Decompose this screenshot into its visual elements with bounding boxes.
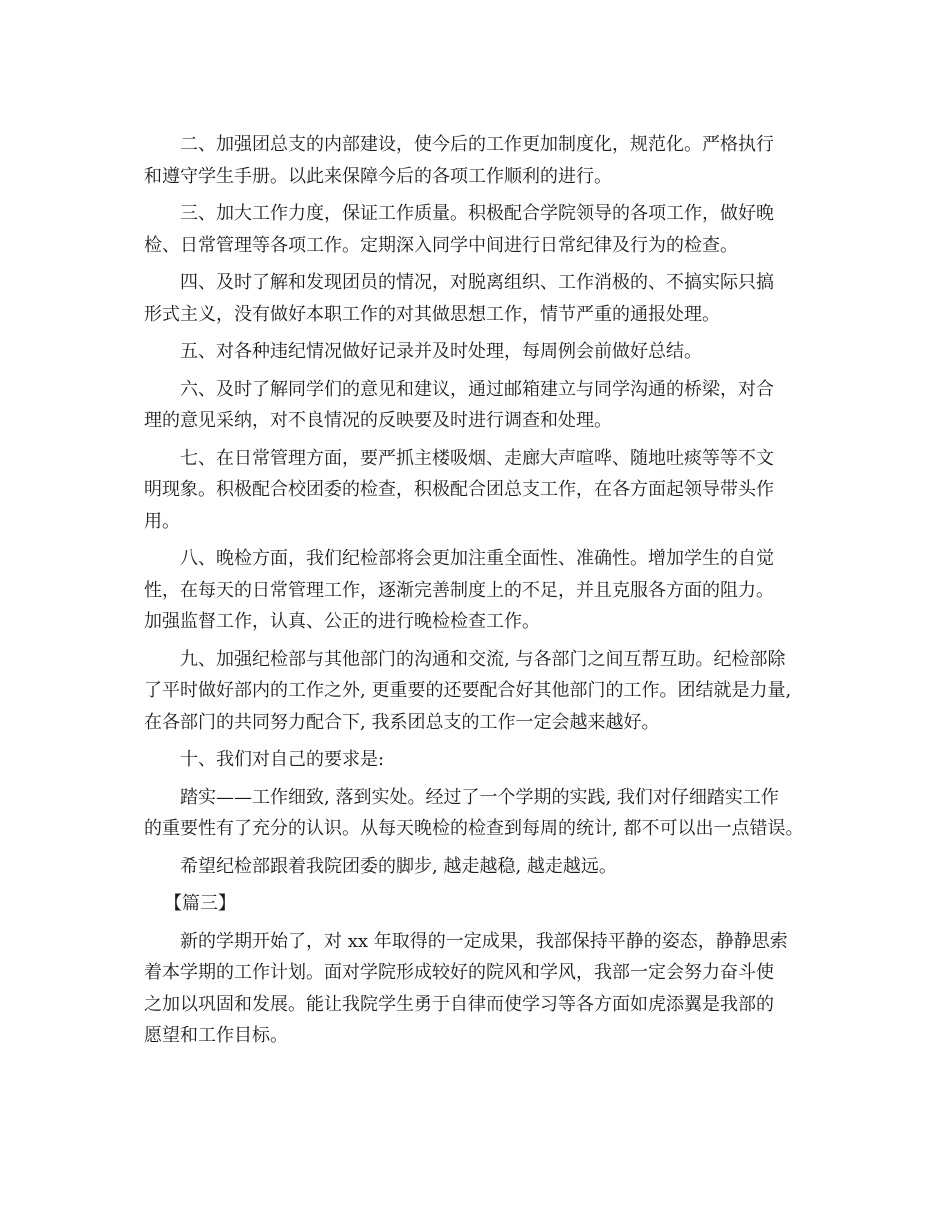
text-line: 四、及时了解和发现团员的情况，对脱离组织、工作消极的、不搞实际只搞	[180, 272, 774, 293]
document-body	[144, 129, 824, 1052]
text-line: 八、晚检方面，我们纪检部将会更加注重全面性、准确性。增加学生的自觉	[180, 548, 774, 569]
text-line: 理的意见采纳，对不良情况的反映要及时进行调查和处理。	[144, 410, 612, 431]
text-line: 检、日常管理等各项工作。定期深入同学中间进行日常纪律及行为的检查。	[144, 234, 738, 256]
text-line: 希望纪检部跟着我院团委的脚步, 越走越稳, 越走越远。	[180, 855, 617, 877]
text-line: 十、我们对自己的要求是:	[180, 749, 385, 770]
text-line: 了平时做好部内的工作之外, 更重要的还要配合好其他部门的工作。团结就是力量,	[144, 680, 792, 701]
text-line: 愿望和工作目标。	[144, 1025, 288, 1046]
text-line: 之加以巩固和发展。能让我院学生勇于自律而使学习等各方面如虎添翼是我部的	[144, 993, 774, 1015]
text-line: 用。	[144, 510, 180, 532]
text-line: 二、加强团总支的内部建设，使今后的工作更加制度化，规范化。严格执行	[180, 134, 774, 155]
text-line: 形式主义，没有做好本职工作的对其做思想工作，情节严重的通报处理。	[144, 303, 720, 325]
text-line: 和遵守学生手册。以此来保障今后的各项工作顺利的进行。	[144, 165, 612, 187]
text-line: 五、对各种违纪情况做好记录并及时处理，每周例会前做好总结。	[180, 341, 702, 362]
text-line: 着本学期的工作计划。面对学院形成较好的院风和学风，我部一定会努力奋斗使	[144, 962, 774, 983]
text-line: 新的学期开始了，对 xx 年取得的一定成果，我部保持平静的姿态，静静思索	[180, 930, 788, 952]
text-line: 加强监督工作，认真、公正的进行晚检检查工作。	[144, 611, 540, 632]
text-line: 的重要性有了充分的认识。从每天晚检的检查到每周的统计, 都不可以出一点错误。	[144, 818, 804, 839]
text-line: 在各部门的共同努力配合下, 我系团总支的工作一定会越来越好。	[144, 711, 660, 733]
text-line: 性，在每天的日常管理工作，逐渐完善制度上的不足，并且克服各方面的阻力。	[144, 579, 774, 601]
text-line: 六、及时了解同学们的意见和建议，通过邮箱建立与同学沟通的桥梁，对合	[180, 378, 774, 400]
text-line: 三、加大工作力度，保证工作质量。积极配合学院领导的各项工作，做好晚	[180, 203, 774, 224]
text-line: 踏实——工作细致, 落到实处。经过了一个学期的实践, 我们对仔细踏实工作	[180, 786, 779, 808]
text-line: 七、在日常管理方面，要严抓主楼吸烟、走廊大声喧哗、随地吐痰等等不文	[180, 447, 774, 469]
text-line: 明现象。积极配合校团委的检查，积极配合团总支工作，在各方面起领导带头作	[144, 479, 774, 500]
section-heading: 【篇三】	[164, 893, 236, 914]
text-line: 九、加强纪检部与其他部门的沟通和交流, 与各部门之间互帮互助。纪检部除	[180, 648, 786, 670]
